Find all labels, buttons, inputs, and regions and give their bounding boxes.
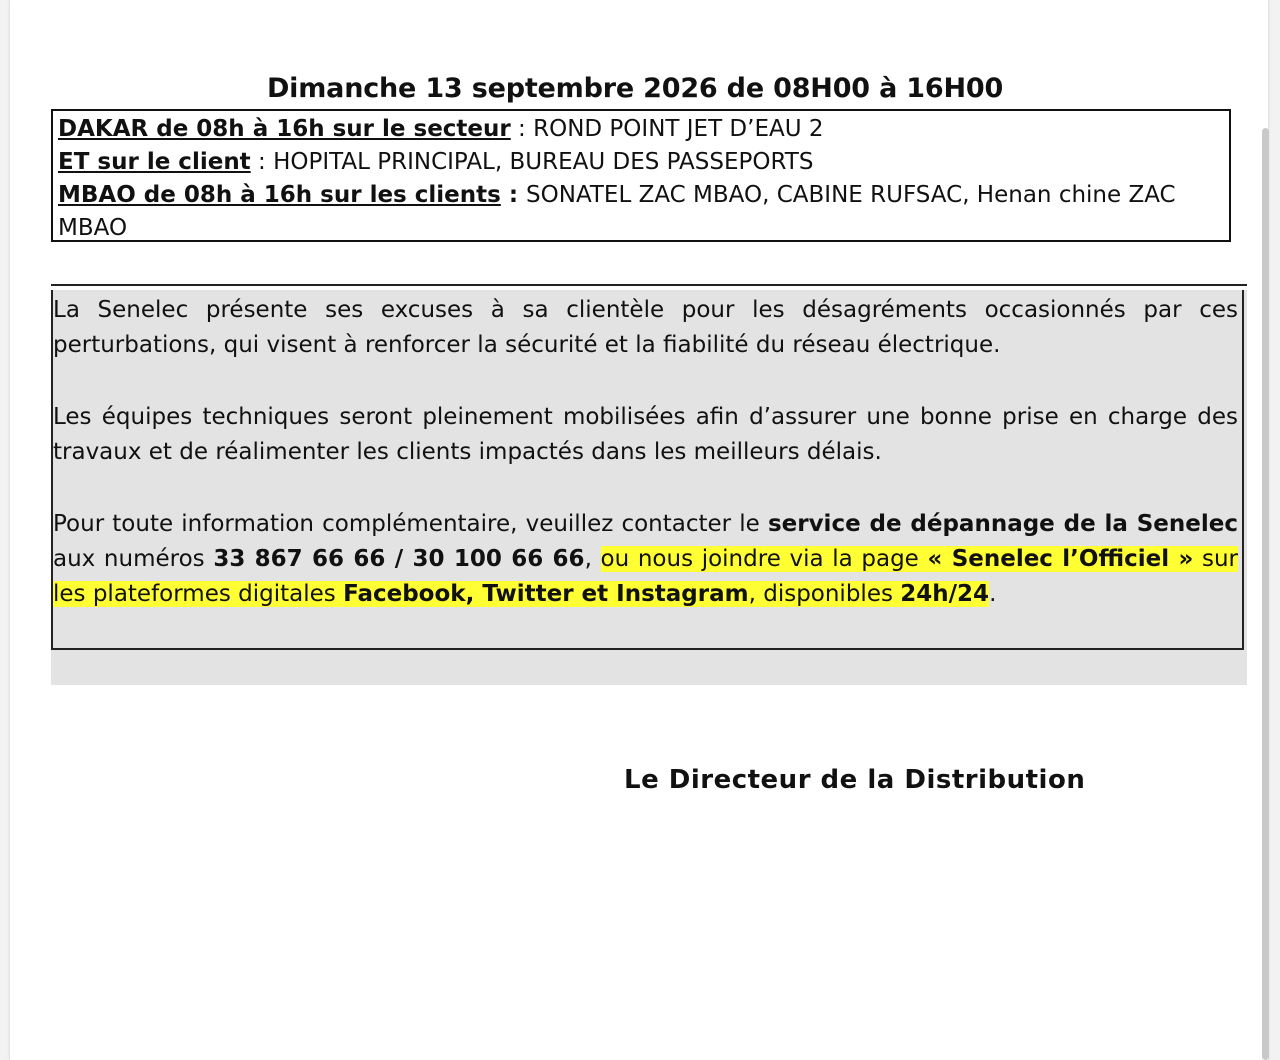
et-label: ET sur le client [58, 149, 251, 175]
schedule-line-mbao [58, 179, 1223, 245]
service-name: service de dépannage de la Senelec [767, 511, 1238, 537]
contact-intro: Pour toute information complémentaire, veuillez contacter le [53, 511, 768, 537]
dakar-label: DAKAR de 08h à 16h sur le secteur [58, 116, 511, 142]
platforms-intro: sur les plateformes digitales [53, 546, 1238, 607]
schedule-box [51, 109, 1231, 242]
highlighted-join: ou nous joindre via la page [600, 546, 928, 572]
numbers-comma: , [584, 546, 601, 572]
et-separator: : [250, 149, 274, 175]
dakar-separator: : [510, 116, 534, 142]
availability-text: , disponibles [748, 581, 901, 607]
vertical-scrollbar[interactable] [1262, 128, 1269, 1060]
mbao-label: MBAO de 08h à 16h sur les clients [58, 182, 501, 208]
availability-hours: 24h/24 [900, 581, 990, 607]
social-platforms: Facebook, Twitter et Instagram [343, 581, 749, 607]
schedule-line-et [58, 146, 1223, 179]
phone-numbers: 33 867 66 66 / 30 100 66 66 [213, 546, 585, 572]
mbao-value: SONATEL ZAC MBAO, CABINE RUFSAC, Henan chine ZAC MBAO [58, 182, 1176, 241]
mbao-separator: : [500, 182, 527, 208]
notice-top-rule [51, 284, 1247, 286]
numbers-intro: aux numéros [53, 546, 214, 572]
apology-paragraph: La Senelec présente ses excuses à sa clientèle pour les désagréments occasionnés par ces perturbations, qui visent à renforcer la sécurité et la fiabilité du réseau électrique. [53, 297, 1238, 358]
dakar-value: ROND POINT JET D’EAU 2 [533, 116, 824, 142]
official-page-name: « Senelec l’Officiel » [927, 546, 1194, 572]
paragraph-end: . [989, 581, 997, 607]
technical-teams-paragraph: Les équipes techniques seront pleinement mobilisées afin d’assurer une bonne prise en charge des travaux et de réalimenter les clients impactés dans les meilleurs délais. [53, 404, 1238, 465]
signature-title: Le Directeur de la Distribution [624, 765, 1086, 795]
date-heading: Dimanche 13 septembre 2026 de 08H00 à 16H00 [266, 73, 1004, 104]
contact-paragraph [53, 507, 1238, 612]
et-value: HOPITAL PRINCIPAL, BUREAU DES PASSEPORTS [273, 149, 814, 175]
schedule-line-dakar [58, 113, 1223, 146]
